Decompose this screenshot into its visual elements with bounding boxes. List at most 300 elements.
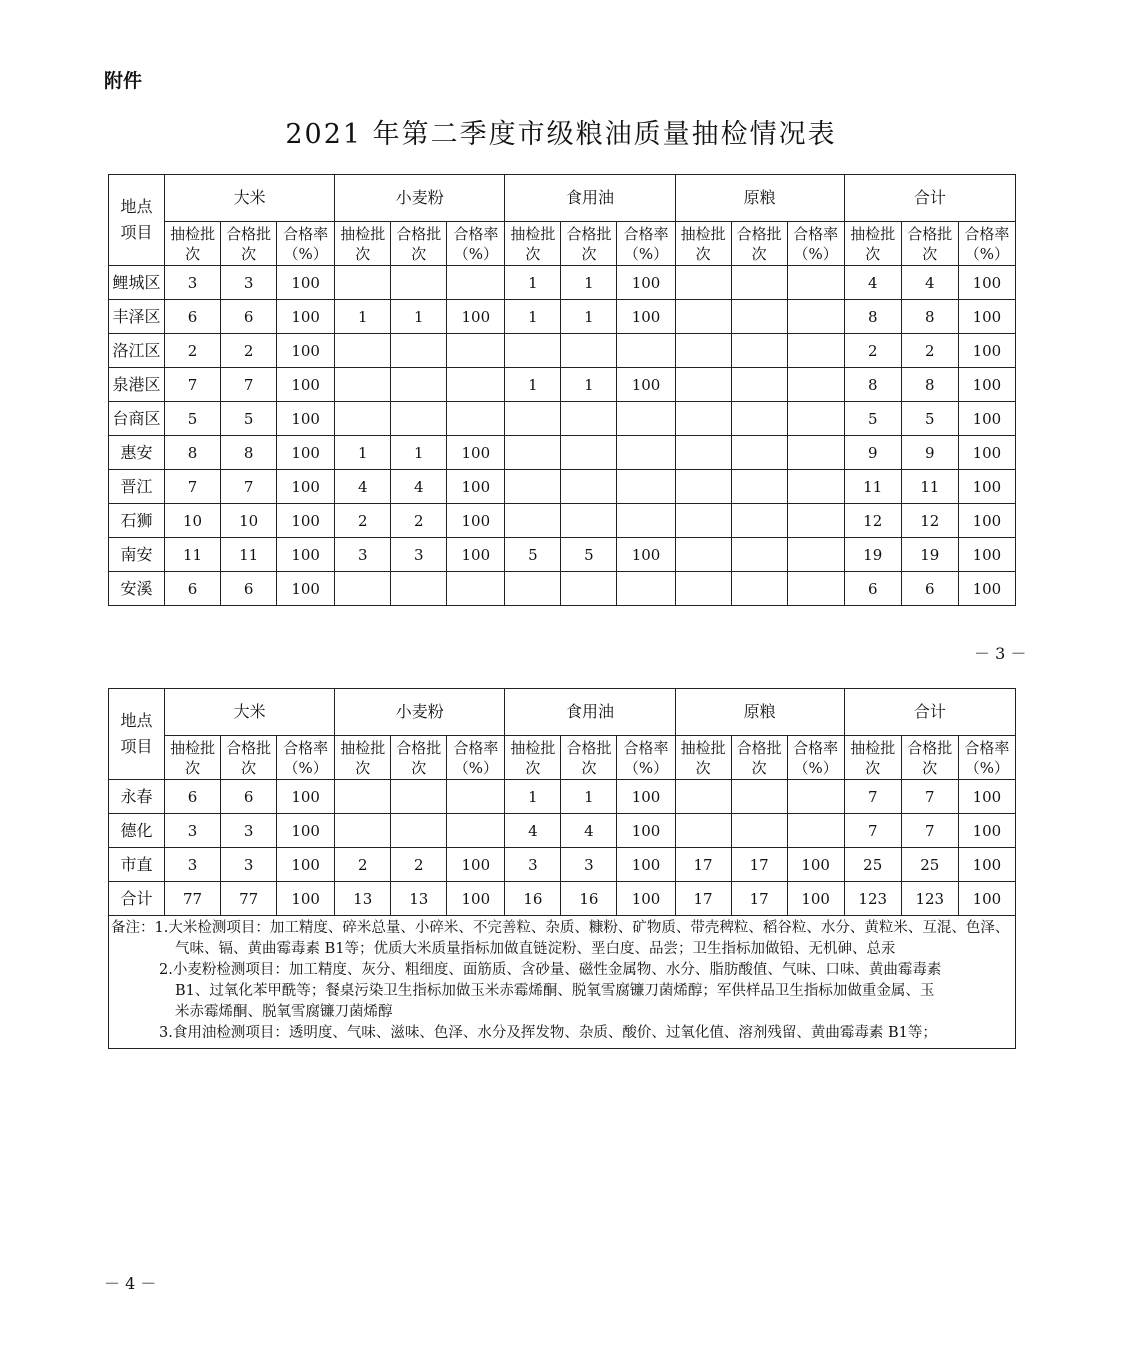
inspection-table-part2 bbox=[108, 688, 1016, 1049]
subcolumn-label-line1: 抽检批 bbox=[680, 224, 726, 243]
table-row bbox=[109, 334, 1016, 368]
value-cell: 4 bbox=[391, 470, 447, 504]
value-cell: 7 bbox=[221, 368, 277, 402]
value-cell: 100 bbox=[277, 266, 335, 300]
subcolumn-header bbox=[958, 222, 1015, 266]
value-cell: 3 bbox=[165, 266, 221, 300]
subcolumn-label-line1: 抽检批 bbox=[170, 738, 216, 757]
subcolumn-label-line1: 合格率 bbox=[793, 738, 839, 757]
subcolumn-label-line2: （%） bbox=[623, 758, 669, 777]
value-cell bbox=[787, 402, 844, 436]
value-cell: 11 bbox=[844, 470, 901, 504]
subcolumn-label-line2: （%） bbox=[964, 758, 1010, 777]
value-cell bbox=[617, 572, 675, 606]
value-cell bbox=[447, 402, 505, 436]
note-1-line-1: 备注：1.大米检测项目：加工精度、碎米总量、小碎米、不完善粒、杂质、糠粉、矿物质、带壳稗粒、稻谷粒、水分、黄粒米、互混、色泽、 bbox=[111, 920, 1010, 936]
value-cell: 100 bbox=[958, 848, 1015, 882]
value-cell: 6 bbox=[165, 300, 221, 334]
value-cell bbox=[617, 470, 675, 504]
table-row bbox=[109, 436, 1016, 470]
value-cell: 9 bbox=[844, 436, 901, 470]
location-cell: 南安 bbox=[109, 538, 165, 572]
value-cell: 100 bbox=[277, 470, 335, 504]
value-cell: 4 bbox=[561, 814, 617, 848]
value-cell: 2 bbox=[335, 504, 391, 538]
value-cell: 100 bbox=[958, 780, 1015, 814]
subcolumn-label-line2: 次 bbox=[241, 758, 257, 777]
subcolumn-label-line2: （%） bbox=[793, 244, 838, 263]
subcolumn-header bbox=[447, 736, 505, 780]
value-cell: 1 bbox=[505, 780, 561, 814]
value-cell bbox=[731, 368, 787, 402]
value-cell: 5 bbox=[165, 402, 221, 436]
value-cell: 3 bbox=[505, 848, 561, 882]
subcolumn-header bbox=[335, 736, 391, 780]
value-cell: 7 bbox=[221, 470, 277, 504]
value-cell bbox=[731, 504, 787, 538]
value-cell bbox=[561, 470, 617, 504]
subcolumn-header bbox=[335, 222, 391, 266]
value-cell: 100 bbox=[958, 470, 1015, 504]
value-cell: 5 bbox=[505, 538, 561, 572]
value-cell: 100 bbox=[958, 504, 1015, 538]
group-header: 大米 bbox=[165, 175, 335, 222]
notes-cell bbox=[109, 916, 1016, 1049]
value-cell: 100 bbox=[958, 814, 1015, 848]
subcolumn-label-line2: （%） bbox=[793, 758, 838, 777]
subcolumn-header bbox=[675, 222, 731, 266]
value-cell: 8 bbox=[165, 436, 221, 470]
value-cell bbox=[617, 402, 675, 436]
value-cell bbox=[447, 266, 505, 300]
note-2-line-1: 2.小麦粉检测项目：加工精度、灰分、粗细度、面筋质、含砂量、磁性金属物、水分、脂肪酸值、气味、口味、黄曲霉毒素 bbox=[159, 962, 942, 978]
value-cell: 6 bbox=[844, 572, 901, 606]
value-cell: 7 bbox=[844, 780, 901, 814]
note-1-line-2: 气味、镉、黄曲霉毒素 B1等；优质大米质量指标加做直链淀粉、垩白度、品尝；卫生指标加做铅、无机砷、总汞 bbox=[175, 941, 896, 957]
value-cell: 100 bbox=[277, 402, 335, 436]
corner-label-item: 项目 bbox=[120, 737, 153, 756]
note-2-line-3: 米赤霉烯酮、脱氧雪腐镰刀菌烯醇 bbox=[175, 1004, 393, 1020]
subcolumn-header bbox=[675, 736, 731, 780]
subcolumn-label-line1: 合格批 bbox=[736, 738, 782, 757]
subcolumn-header bbox=[617, 736, 675, 780]
value-cell bbox=[505, 572, 561, 606]
value-cell bbox=[675, 538, 731, 572]
value-cell: 4 bbox=[901, 266, 958, 300]
location-cell: 永春 bbox=[109, 780, 165, 814]
value-cell: 17 bbox=[675, 848, 731, 882]
note-2-line-2: B1、过氧化苯甲酰等；餐桌污染卫生指标加做玉米赤霉烯酮、脱氧雪腐镰刀菌烯醇；军供样品卫生指标加做重金属、玉 bbox=[175, 983, 935, 999]
value-cell: 100 bbox=[277, 436, 335, 470]
value-cell: 7 bbox=[844, 814, 901, 848]
value-cell: 100 bbox=[277, 334, 335, 368]
value-cell: 25 bbox=[901, 848, 958, 882]
location-cell: 石狮 bbox=[109, 504, 165, 538]
subcolumn-label-line2: 次 bbox=[922, 244, 938, 263]
subcolumn-label-line1: 合格批 bbox=[396, 738, 442, 757]
value-cell bbox=[731, 402, 787, 436]
group-header: 食用油 bbox=[505, 175, 675, 222]
subcolumn-header bbox=[787, 222, 844, 266]
subcolumn-label-line2: （%） bbox=[964, 244, 1010, 263]
subcolumn-label-line1: 抽检批 bbox=[170, 224, 216, 243]
value-cell: 2 bbox=[901, 334, 958, 368]
subcolumn-label-line2: （%） bbox=[283, 758, 328, 777]
table-row bbox=[109, 780, 1016, 814]
value-cell: 100 bbox=[958, 266, 1015, 300]
table-row bbox=[109, 882, 1016, 916]
page-number-4: － 4 － bbox=[104, 1274, 157, 1293]
subcolumn-label-line2: 次 bbox=[922, 758, 938, 777]
subcolumn-label-line1: 抽检批 bbox=[340, 738, 386, 757]
subcolumn-label-line2: 次 bbox=[695, 244, 711, 263]
value-cell bbox=[787, 814, 844, 848]
value-cell: 100 bbox=[617, 538, 675, 572]
subcolumn-label-line1: 合格率 bbox=[453, 738, 499, 757]
value-cell bbox=[675, 780, 731, 814]
value-cell: 8 bbox=[221, 436, 277, 470]
value-cell bbox=[787, 780, 844, 814]
value-cell bbox=[391, 266, 447, 300]
subcolumn-label-line2: 次 bbox=[865, 244, 881, 263]
location-cell: 市直 bbox=[109, 848, 165, 882]
value-cell: 6 bbox=[901, 572, 958, 606]
value-cell bbox=[731, 780, 787, 814]
value-cell: 8 bbox=[844, 368, 901, 402]
value-cell bbox=[561, 436, 617, 470]
value-cell: 19 bbox=[844, 538, 901, 572]
value-cell bbox=[391, 780, 447, 814]
value-cell bbox=[391, 814, 447, 848]
table-row bbox=[109, 848, 1016, 882]
value-cell: 77 bbox=[221, 882, 277, 916]
table-row bbox=[109, 504, 1016, 538]
table-row bbox=[109, 368, 1016, 402]
value-cell bbox=[505, 470, 561, 504]
value-cell: 11 bbox=[165, 538, 221, 572]
subcolumn-label-line2: （%） bbox=[623, 244, 669, 263]
subcolumn-label-line1: 合格批 bbox=[907, 224, 953, 243]
value-cell: 17 bbox=[731, 882, 787, 916]
subcolumn-label-line1: 合格率 bbox=[964, 738, 1010, 757]
subcolumn-header bbox=[958, 736, 1015, 780]
subcolumn-header bbox=[221, 222, 277, 266]
value-cell: 5 bbox=[561, 538, 617, 572]
value-cell: 13 bbox=[335, 882, 391, 916]
value-cell bbox=[391, 572, 447, 606]
subcolumn-label-line2: 次 bbox=[751, 758, 767, 777]
subcolumn-label-line1: 合格批 bbox=[907, 738, 953, 757]
value-cell: 16 bbox=[505, 882, 561, 916]
subcolumn-label-line1: 合格率 bbox=[283, 738, 329, 757]
value-cell bbox=[787, 368, 844, 402]
value-cell bbox=[505, 334, 561, 368]
table-row bbox=[109, 538, 1016, 572]
subcolumn-label-line1: 合格批 bbox=[736, 224, 782, 243]
value-cell: 123 bbox=[901, 882, 958, 916]
group-header: 小麦粉 bbox=[335, 689, 505, 736]
value-cell: 4 bbox=[335, 470, 391, 504]
value-cell bbox=[335, 368, 391, 402]
subcolumn-header bbox=[617, 222, 675, 266]
value-cell bbox=[675, 300, 731, 334]
value-cell: 3 bbox=[221, 814, 277, 848]
subcolumn-label-line2: 次 bbox=[355, 244, 371, 263]
note-3-line-1: 3.食用油检测项目：透明度、气味、滋味、色泽、水分及挥发物、杂质、酸价、过氧化值、溶剂残留、黄曲霉毒素 B1等； bbox=[159, 1025, 937, 1041]
subcolumn-header bbox=[901, 736, 958, 780]
value-cell bbox=[675, 436, 731, 470]
value-cell: 5 bbox=[221, 402, 277, 436]
value-cell: 100 bbox=[958, 368, 1015, 402]
subcolumn-label-line1: 抽检批 bbox=[850, 738, 896, 757]
value-cell bbox=[731, 334, 787, 368]
value-cell: 4 bbox=[505, 814, 561, 848]
subcolumn-label-line1: 抽检批 bbox=[340, 224, 386, 243]
value-cell: 6 bbox=[165, 780, 221, 814]
value-cell bbox=[561, 572, 617, 606]
value-cell: 17 bbox=[731, 848, 787, 882]
value-cell bbox=[731, 814, 787, 848]
value-cell: 1 bbox=[335, 436, 391, 470]
value-cell: 2 bbox=[165, 334, 221, 368]
value-cell: 1 bbox=[505, 266, 561, 300]
value-cell bbox=[335, 402, 391, 436]
value-cell: 100 bbox=[617, 780, 675, 814]
value-cell: 2 bbox=[844, 334, 901, 368]
value-cell: 1 bbox=[391, 436, 447, 470]
value-cell bbox=[447, 780, 505, 814]
value-cell: 1 bbox=[561, 300, 617, 334]
value-cell bbox=[675, 504, 731, 538]
value-cell bbox=[617, 436, 675, 470]
subcolumn-label-line2: （%） bbox=[453, 244, 498, 263]
subcolumn-label-line1: 抽检批 bbox=[510, 738, 556, 757]
value-cell bbox=[391, 402, 447, 436]
value-cell: 100 bbox=[617, 300, 675, 334]
value-cell bbox=[675, 334, 731, 368]
value-cell bbox=[731, 572, 787, 606]
value-cell: 100 bbox=[277, 814, 335, 848]
value-cell: 7 bbox=[901, 780, 958, 814]
subcolumn-label-line2: 次 bbox=[241, 244, 257, 263]
value-cell: 100 bbox=[447, 300, 505, 334]
value-cell bbox=[561, 504, 617, 538]
subcolumn-label-line2: 次 bbox=[411, 758, 427, 777]
value-cell: 3 bbox=[221, 266, 277, 300]
value-cell: 100 bbox=[617, 882, 675, 916]
inspection-table-part1 bbox=[108, 174, 1016, 606]
value-cell: 100 bbox=[277, 368, 335, 402]
location-cell: 合计 bbox=[109, 882, 165, 916]
value-cell: 17 bbox=[675, 882, 731, 916]
subcolumn-label-line2: 次 bbox=[751, 244, 767, 263]
value-cell bbox=[447, 572, 505, 606]
value-cell: 100 bbox=[277, 780, 335, 814]
corner-header-cell bbox=[109, 175, 165, 266]
subcolumn-label-line1: 抽检批 bbox=[850, 224, 896, 243]
value-cell: 100 bbox=[447, 848, 505, 882]
value-cell: 8 bbox=[844, 300, 901, 334]
value-cell: 100 bbox=[617, 848, 675, 882]
value-cell bbox=[787, 436, 844, 470]
value-cell: 1 bbox=[505, 368, 561, 402]
group-header: 原粮 bbox=[675, 689, 844, 736]
page-number-3: － 3 － bbox=[974, 644, 1027, 663]
subcolumn-label-line1: 合格率 bbox=[283, 224, 329, 243]
subcolumn-label-line2: 次 bbox=[185, 758, 201, 777]
corner-label-location: 地点 bbox=[120, 711, 153, 730]
group-header: 合计 bbox=[844, 175, 1015, 222]
value-cell: 1 bbox=[561, 780, 617, 814]
subcolumn-label-line1: 合格率 bbox=[623, 738, 669, 757]
value-cell: 11 bbox=[901, 470, 958, 504]
value-cell: 1 bbox=[561, 266, 617, 300]
value-cell: 100 bbox=[787, 882, 844, 916]
location-cell: 晋江 bbox=[109, 470, 165, 504]
value-cell bbox=[787, 572, 844, 606]
subcolumn-label-line2: （%） bbox=[453, 758, 498, 777]
value-cell: 6 bbox=[165, 572, 221, 606]
location-cell: 泉港区 bbox=[109, 368, 165, 402]
value-cell: 100 bbox=[447, 504, 505, 538]
value-cell: 100 bbox=[617, 814, 675, 848]
subcolumn-label-line2: 次 bbox=[525, 244, 541, 263]
value-cell: 100 bbox=[958, 402, 1015, 436]
subcolumn-header bbox=[221, 736, 277, 780]
subcolumn-label-line1: 合格批 bbox=[226, 738, 272, 757]
value-cell: 11 bbox=[221, 538, 277, 572]
value-cell: 3 bbox=[165, 848, 221, 882]
value-cell bbox=[391, 368, 447, 402]
value-cell: 100 bbox=[447, 538, 505, 572]
value-cell: 3 bbox=[221, 848, 277, 882]
value-cell bbox=[447, 334, 505, 368]
value-cell: 7 bbox=[901, 814, 958, 848]
group-header: 食用油 bbox=[505, 689, 675, 736]
location-cell: 德化 bbox=[109, 814, 165, 848]
location-cell: 惠安 bbox=[109, 436, 165, 470]
value-cell: 5 bbox=[901, 402, 958, 436]
value-cell: 100 bbox=[277, 882, 335, 916]
corner-label-item: 项目 bbox=[120, 223, 153, 242]
value-cell: 8 bbox=[901, 300, 958, 334]
value-cell: 100 bbox=[277, 848, 335, 882]
value-cell bbox=[617, 504, 675, 538]
value-cell: 12 bbox=[901, 504, 958, 538]
value-cell: 7 bbox=[165, 368, 221, 402]
value-cell bbox=[731, 436, 787, 470]
subcolumn-label-line1: 合格率 bbox=[453, 224, 499, 243]
value-cell bbox=[787, 334, 844, 368]
value-cell bbox=[561, 402, 617, 436]
subcolumn-header bbox=[165, 222, 221, 266]
value-cell: 100 bbox=[277, 538, 335, 572]
subcolumn-label-line1: 抽检批 bbox=[510, 224, 556, 243]
subcolumn-header bbox=[447, 222, 505, 266]
subcolumn-label-line1: 合格批 bbox=[566, 738, 612, 757]
value-cell: 100 bbox=[958, 436, 1015, 470]
value-cell: 100 bbox=[958, 882, 1015, 916]
value-cell: 3 bbox=[391, 538, 447, 572]
subcolumn-label-line1: 抽检批 bbox=[680, 738, 726, 757]
value-cell bbox=[505, 402, 561, 436]
corner-label-location: 地点 bbox=[120, 197, 153, 216]
value-cell: 9 bbox=[901, 436, 958, 470]
value-cell: 100 bbox=[958, 572, 1015, 606]
value-cell bbox=[731, 538, 787, 572]
subcolumn-label-line2: 次 bbox=[525, 758, 541, 777]
subcolumn-header bbox=[391, 736, 447, 780]
group-header: 大米 bbox=[165, 689, 335, 736]
value-cell: 3 bbox=[165, 814, 221, 848]
value-cell bbox=[447, 368, 505, 402]
value-cell: 100 bbox=[958, 334, 1015, 368]
group-header: 小麦粉 bbox=[335, 175, 505, 222]
value-cell bbox=[675, 266, 731, 300]
value-cell: 1 bbox=[335, 300, 391, 334]
subcolumn-header bbox=[505, 222, 561, 266]
value-cell: 100 bbox=[447, 470, 505, 504]
subcolumn-label-line2: 次 bbox=[185, 244, 201, 263]
table-row bbox=[109, 402, 1016, 436]
header-row-groups bbox=[109, 175, 1016, 222]
subcolumn-header bbox=[561, 736, 617, 780]
value-cell: 123 bbox=[844, 882, 901, 916]
value-cell bbox=[391, 334, 447, 368]
table-row bbox=[109, 266, 1016, 300]
value-cell bbox=[675, 572, 731, 606]
value-cell bbox=[335, 814, 391, 848]
value-cell: 100 bbox=[617, 368, 675, 402]
subcolumn-label-line2: 次 bbox=[355, 758, 371, 777]
subcolumn-header bbox=[391, 222, 447, 266]
subcolumn-label-line1: 合格批 bbox=[226, 224, 272, 243]
location-cell: 鲤城区 bbox=[109, 266, 165, 300]
subcolumn-header bbox=[731, 736, 787, 780]
value-cell bbox=[731, 470, 787, 504]
value-cell bbox=[561, 334, 617, 368]
location-cell: 洛江区 bbox=[109, 334, 165, 368]
value-cell bbox=[787, 470, 844, 504]
value-cell: 100 bbox=[277, 572, 335, 606]
value-cell bbox=[787, 504, 844, 538]
subcolumn-header bbox=[844, 736, 901, 780]
value-cell: 10 bbox=[165, 504, 221, 538]
subcolumn-label-line2: 次 bbox=[695, 758, 711, 777]
header-row-subcolumns bbox=[109, 222, 1016, 266]
subcolumn-label-line1: 合格率 bbox=[623, 224, 669, 243]
value-cell: 10 bbox=[221, 504, 277, 538]
value-cell: 100 bbox=[617, 266, 675, 300]
value-cell: 5 bbox=[844, 402, 901, 436]
value-cell: 12 bbox=[844, 504, 901, 538]
value-cell: 100 bbox=[277, 300, 335, 334]
value-cell bbox=[447, 814, 505, 848]
value-cell: 100 bbox=[958, 300, 1015, 334]
value-cell: 1 bbox=[505, 300, 561, 334]
value-cell bbox=[675, 402, 731, 436]
value-cell: 1 bbox=[561, 368, 617, 402]
value-cell: 25 bbox=[844, 848, 901, 882]
subcolumn-label-line2: 次 bbox=[411, 244, 427, 263]
value-cell: 6 bbox=[221, 300, 277, 334]
value-cell: 100 bbox=[787, 848, 844, 882]
value-cell: 77 bbox=[165, 882, 221, 916]
value-cell bbox=[335, 572, 391, 606]
value-cell bbox=[617, 334, 675, 368]
value-cell: 16 bbox=[561, 882, 617, 916]
value-cell bbox=[675, 814, 731, 848]
